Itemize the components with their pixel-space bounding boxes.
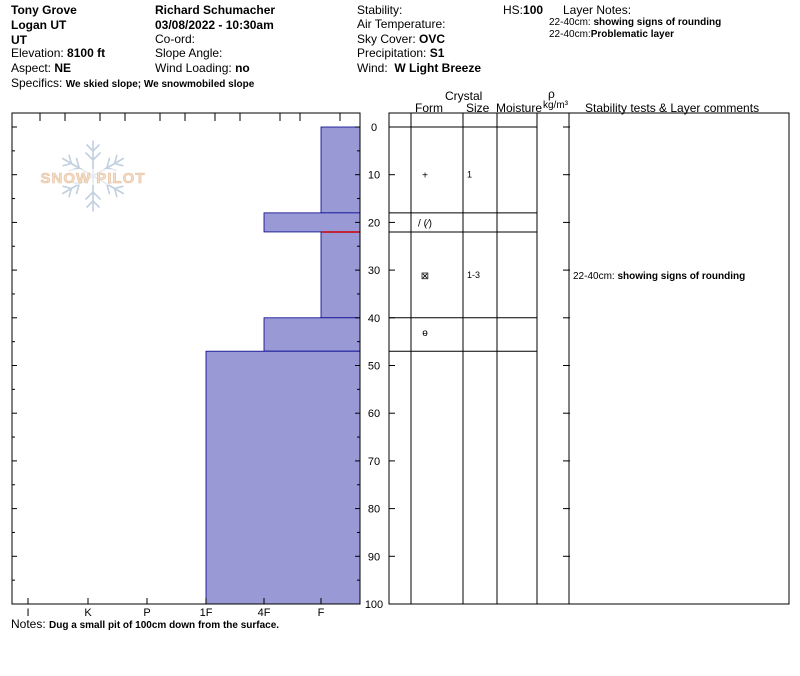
y-tick-label: 40	[367, 312, 381, 325]
y-tick-label: 20	[367, 217, 381, 230]
hardness-bar	[321, 127, 360, 213]
x-tick-label: K	[84, 607, 92, 619]
notes-text: Dug a small pit of 100cm down from the surface.	[49, 620, 280, 631]
comments-header: Stability tests & Layer comments	[585, 101, 760, 115]
hs-value: 100	[523, 3, 544, 17]
y-tick-label: 50	[367, 360, 381, 373]
layer-table	[389, 113, 745, 604]
y-tick-label: 70	[367, 455, 381, 468]
y-tick-label: 80	[367, 503, 381, 516]
hardness-bar	[321, 232, 360, 318]
elevation-value: 8100 ft	[67, 46, 106, 60]
coord-label: Co-ord:	[155, 32, 196, 46]
location-name: Tony Grove	[11, 3, 77, 17]
crystal-form-symbol: ⊠	[420, 270, 430, 282]
table-frame	[389, 113, 789, 604]
sky-cover-value: OVC	[419, 32, 446, 46]
specifics-label: Specifics:	[11, 76, 63, 90]
crystal-form-symbol: +	[422, 170, 428, 182]
aspect-label: Aspect:	[11, 61, 52, 75]
specifics-value: We skied slope; We snowmobiled slope	[65, 79, 255, 90]
x-tick-label: 1F	[199, 607, 213, 619]
form-header: Form	[415, 101, 443, 115]
hardness-bar	[206, 351, 360, 604]
moisture-header: Moisture	[496, 101, 543, 115]
datetime: 03/08/2022 - 10:30am	[155, 18, 274, 32]
x-tick-label: P	[143, 607, 151, 619]
elevation-label: Elevation:	[11, 46, 64, 60]
area-name: Logan UT	[11, 18, 67, 32]
layer-note-text: Problematic layer	[590, 29, 675, 40]
size-header: Size	[466, 101, 490, 115]
state-name: UT	[11, 33, 27, 47]
x-tick-label: F	[317, 607, 325, 619]
rho-header: ρ	[548, 87, 555, 101]
wind-loading-label: Wind Loading:	[155, 61, 232, 75]
layer-note-range: 22-40cm:	[549, 17, 591, 28]
crystal-size: 1-3	[467, 269, 481, 280]
wind-value: W Light Breeze	[394, 61, 482, 75]
crystal-size: 1	[467, 169, 473, 180]
y-tick-label: 100	[364, 599, 384, 611]
x-tick-label: 4F	[257, 607, 271, 619]
x-tick-label: I	[26, 607, 30, 619]
layer-comment-text: showing signs of rounding	[617, 270, 746, 282]
y-tick-label: 60	[367, 408, 381, 421]
y-tick-label: 30	[367, 265, 381, 278]
layer-notes-label: Layer Notes:	[563, 3, 632, 17]
hs-label: HS:	[503, 3, 524, 17]
crystal-form-symbol: / (⁄)	[418, 218, 432, 230]
hardness-bar	[264, 213, 360, 232]
slope-angle-label: Slope Angle:	[155, 46, 223, 60]
y-tick-label: 10	[367, 169, 381, 182]
crystal-header: Crystal	[445, 89, 483, 103]
hardness-bars	[206, 127, 360, 604]
precip-value: S1	[429, 46, 445, 60]
y-tick-label: 90	[367, 551, 381, 564]
layer-note-text: showing signs of rounding	[593, 17, 722, 28]
sky-cover-label: Sky Cover:	[357, 32, 416, 46]
layer-note-range: 22-40cm:	[549, 29, 591, 40]
y-tick-label: 0	[370, 122, 378, 134]
stability-label: Stability:	[357, 3, 403, 17]
layer-comment: 22-40cm: showing signs of rounding	[573, 270, 746, 282]
wind-label: Wind:	[357, 61, 388, 75]
logo-text: SNOW PILOT	[40, 170, 146, 187]
air-temp-label: Air Temperature:	[357, 17, 446, 31]
wind-loading-value: no	[235, 61, 250, 75]
aspect-value: NE	[54, 61, 72, 75]
snowpilot-logo	[33, 141, 153, 211]
precip-label: Precipitation:	[357, 46, 427, 60]
observer-name: Richard Schumacher	[155, 3, 276, 17]
notes-label: Notes:	[11, 617, 46, 631]
density-unit-header: kg/m³	[543, 100, 568, 111]
crystal-form-symbol: ө	[422, 328, 428, 340]
hardness-bar	[264, 318, 360, 351]
